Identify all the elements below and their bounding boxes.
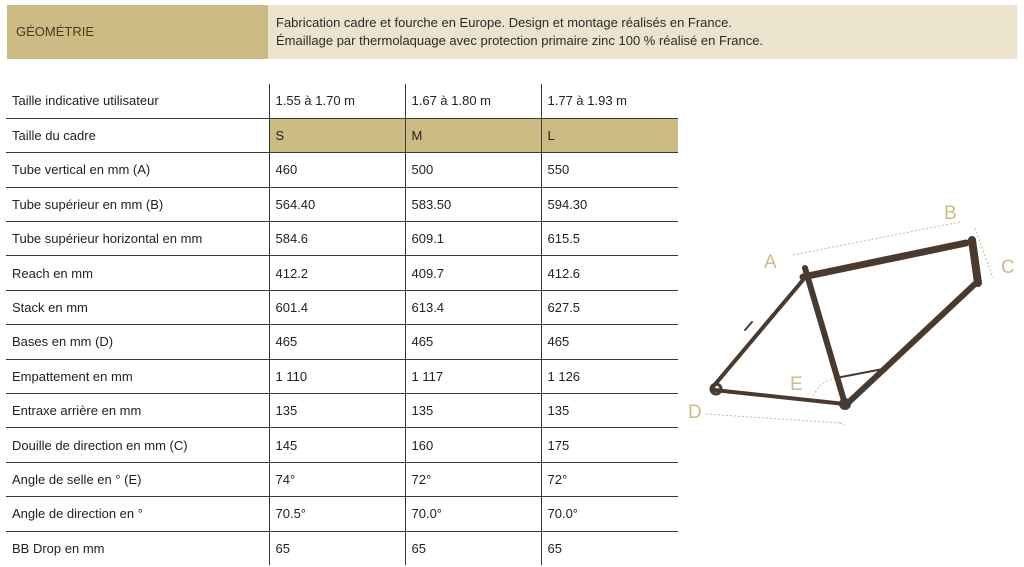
cell-size-s: 601.4	[269, 290, 405, 324]
chainstay-guide-end	[840, 423, 845, 425]
seat-angle-arc	[812, 378, 835, 400]
top-tube	[803, 243, 966, 277]
cell-size-s: 135	[269, 394, 405, 428]
cell-size-m: 465	[405, 325, 541, 359]
cell-size-m: 583.50	[405, 187, 541, 221]
cell-size-s: 412.2	[269, 256, 405, 290]
description-line-1: Fabrication cadre et fourche en Europe. Design et montage réalisés en France.	[276, 15, 732, 30]
cell-size-l: 550	[541, 153, 678, 187]
table-row	[6, 325, 678, 359]
section-description	[268, 5, 1017, 59]
cell-size-s: 70.5°	[269, 497, 405, 531]
brake-mount	[745, 322, 752, 330]
table-row	[6, 497, 678, 531]
cell-size-m: 160	[405, 428, 541, 462]
label-d: D	[688, 402, 702, 423]
cell-size-l: 135	[541, 394, 678, 428]
cell-size-s: 1.55 à 1.70 m	[269, 84, 405, 118]
cell-size-s: 1 110	[269, 359, 405, 393]
table-row	[6, 290, 678, 324]
cell-size-l: 175	[541, 428, 678, 462]
cell-size-s: 564.40	[269, 187, 405, 221]
chainstay-guide	[706, 414, 840, 423]
geometry-table	[6, 84, 678, 565]
cell-size-m: 1 117	[405, 359, 541, 393]
label-c: C	[1001, 257, 1015, 278]
cell-size-l: 615.5	[541, 222, 678, 256]
row-label: Empattement en mm	[6, 359, 269, 393]
frame-geometry-diagram	[680, 190, 1024, 440]
row-label: Bases en mm (D)	[6, 325, 269, 359]
cell-size-l: 65	[541, 531, 678, 565]
cell-size-s: 145	[269, 428, 405, 462]
cell-size-l: 594.30	[541, 187, 678, 221]
cell-size-m: 609.1	[405, 222, 541, 256]
table-row	[6, 256, 678, 290]
bottom-bracket	[839, 398, 851, 410]
head-tube	[972, 240, 978, 283]
cell-size-s: S	[269, 118, 405, 152]
cell-size-l: 627.5	[541, 290, 678, 324]
cell-size-l: 70.0°	[541, 497, 678, 531]
cell-size-m: 72°	[405, 462, 541, 496]
label-b: B	[944, 203, 957, 224]
cell-size-s: 74°	[269, 462, 405, 496]
cell-size-m: M	[405, 118, 541, 152]
cell-size-m: 65	[405, 531, 541, 565]
section-title: GÉOMÉTRIE	[7, 5, 268, 59]
cell-size-m: 135	[405, 394, 541, 428]
cell-size-m: 70.0°	[405, 497, 541, 531]
row-label: Tube supérieur en mm (B)	[6, 187, 269, 221]
row-label: Stack en mm	[6, 290, 269, 324]
row-label: Taille du cadre	[6, 118, 269, 152]
row-label: Reach en mm	[6, 256, 269, 290]
label-a: A	[764, 252, 777, 273]
table-row	[6, 153, 678, 187]
cell-size-l: L	[541, 118, 678, 152]
row-label: Angle de selle en ° (E)	[6, 462, 269, 496]
cell-size-l: 465	[541, 325, 678, 359]
table-row	[6, 428, 678, 462]
frame-tubes	[712, 240, 978, 404]
geometry-header	[7, 5, 1017, 59]
diagram-labels	[688, 203, 1015, 423]
description-line-2: Émaillage par thermolaquage avec protection primaire zinc 100 % réalisé en France.	[276, 33, 764, 48]
table-row	[6, 222, 678, 256]
seat-stay	[712, 280, 803, 388]
table-row	[6, 462, 678, 496]
cell-size-s: 65	[269, 531, 405, 565]
row-label: Douille de direction en mm (C)	[6, 428, 269, 462]
cell-size-l: 72°	[541, 462, 678, 496]
down-tube	[849, 283, 976, 402]
cell-size-m: 500	[405, 153, 541, 187]
row-label: Entraxe arrière en mm	[6, 394, 269, 428]
cell-size-l: 412.6	[541, 256, 678, 290]
table-row	[6, 187, 678, 221]
table-row	[6, 394, 678, 428]
cell-size-s: 460	[269, 153, 405, 187]
row-label: BB Drop en mm	[12, 541, 105, 557]
table-row	[6, 531, 678, 565]
row-label: Taille indicative utilisateur	[6, 84, 269, 118]
table-row	[6, 118, 678, 152]
cell-size-m: 409.7	[405, 256, 541, 290]
cell-size-m: 613.4	[405, 290, 541, 324]
label-e: E	[790, 374, 803, 395]
row-label: Angle de direction en °	[6, 497, 269, 531]
table-row	[6, 359, 678, 393]
seat-tube	[805, 268, 845, 404]
chain-stay	[714, 390, 845, 404]
cell-size-l: 1 126	[541, 359, 678, 393]
row-label: Tube vertical en mm (A)	[6, 153, 269, 187]
cell-size-s: 584.6	[269, 222, 405, 256]
table-row	[6, 84, 678, 118]
row-label: Tube supérieur horizontal en mm	[6, 222, 269, 256]
cell-size-s: 465	[269, 325, 405, 359]
cell-size-m: 1.67 à 1.80 m	[405, 84, 541, 118]
cell-size-l: 1.77 à 1.93 m	[541, 84, 678, 118]
